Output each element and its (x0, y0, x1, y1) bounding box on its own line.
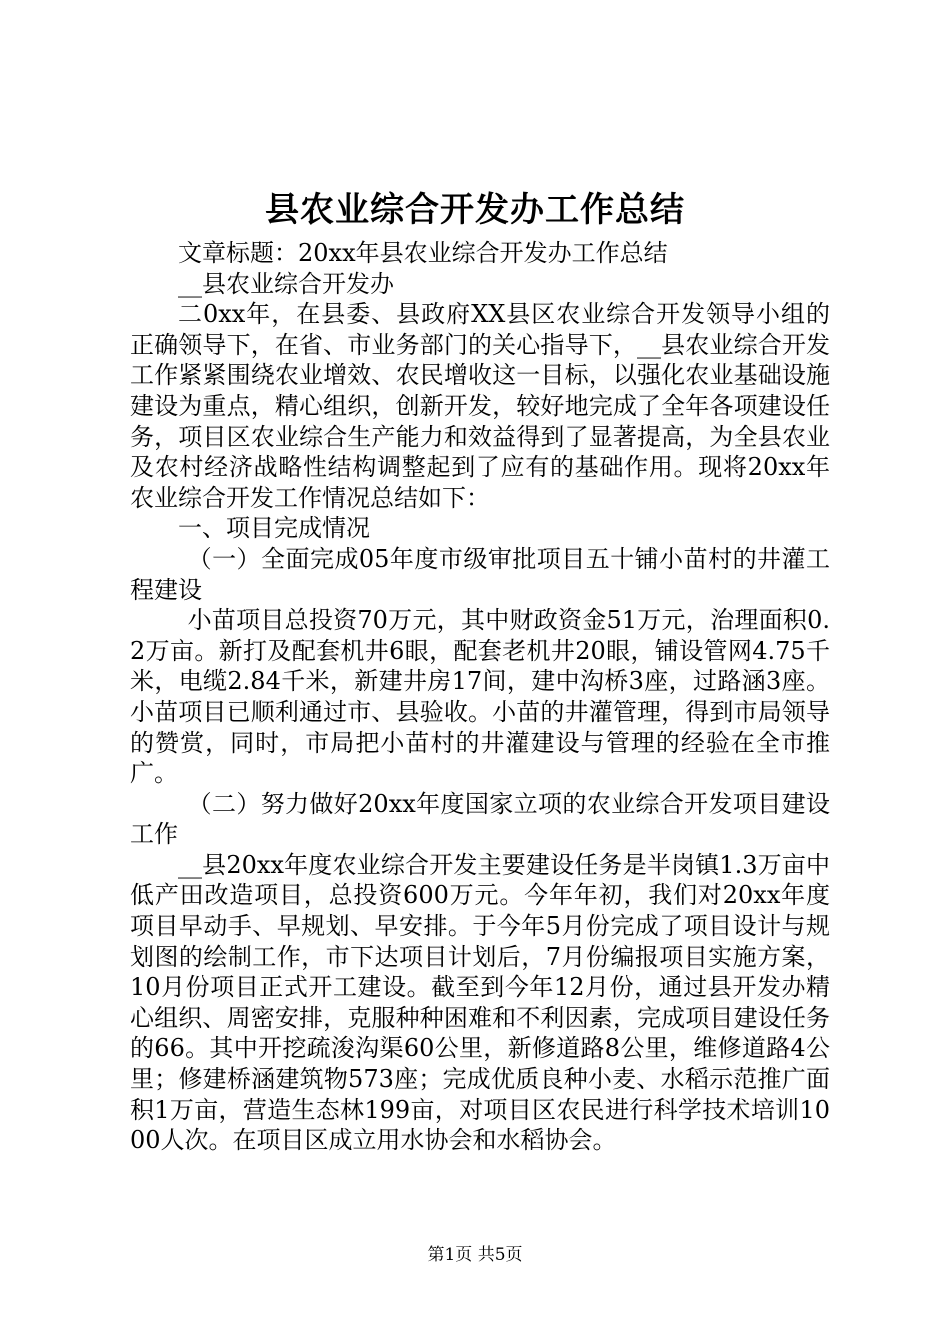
article-title-line: 文章标题：20xx年县农业综合开发办工作总结 (178, 239, 668, 267)
document-body (130, 238, 830, 1156)
subsection-heading: （一）全面完成05年度市级审批项目五十铺小苗村的井灌工程建设 (130, 544, 830, 604)
author-line: __县农业综合开发办 (178, 269, 394, 298)
intro-paragraph: 二0xx年，在县委、县政府XX县区农业综合开发领导小组的正确领导下，在省、市业务部门的关心指导下，__县农业综合开发工作紧紧围绕农业增效、农民增收这一目标，以强化农业基础设施建设为重点，精心组织，创新开发，较好地完成了全年各项建设任务，项目区农业综合生产能力和效益得到了显著提高，为全县农业及农村经济战略性结构调整起到了应有的基础作用。现将20xx年农业综合开发工作情况总结如下： (130, 300, 830, 512)
body-paragraph: __县20xx年度农业综合开发主要建设任务是半岗镇1.3万亩中低产田改造项目，总投资600万元。今年年初，我们对20xx年度项目早动手、早规划、早安排。于今年5月份完成了项目设计与规划图的绘制工作，市下达项目计划后，7月份编报项目实施方案，10月份项目正式开工建设。截至到今年12月份，通过县开发办精心组织、周密安排，克服种种困难和不利因素，完成项目建设任务的66。其中开挖疏浚沟渠60公里，新修道路8公里，维修道路4公里；修建桥涵建筑物573座；完成优质良种小麦、水稻示范推广面积1万亩，营造生态林199亩，对项目区农民进行科学技术培训1000人次。在项目区成立用水协会和水稻协会。 (130, 850, 830, 1155)
section-heading: 一、项目完成情况 (178, 514, 370, 543)
page-footer: 第1页 共5页 (427, 1245, 523, 1265)
document-title: 县农业综合开发办工作总结 (265, 190, 685, 230)
subsection-heading: （二）努力做好20xx年度国家立项的农业综合开发项目建设工作 (130, 789, 830, 849)
body-paragraph: 小苗项目总投资70万元，其中财政资金51万元，治理面积0.2万亩。新打及配套机井6眼，配套老机井20眼，铺设管网4.75千米，电缆2.84千米，新建井房17间，建中沟桥3座，过路涵3座。小苗项目已顺利通过市、县验收。小苗的井灌管理，得到市局领导的赞赏，同时，市局把小苗村的井灌建设与管理的经验在全市推广。 (130, 606, 830, 788)
